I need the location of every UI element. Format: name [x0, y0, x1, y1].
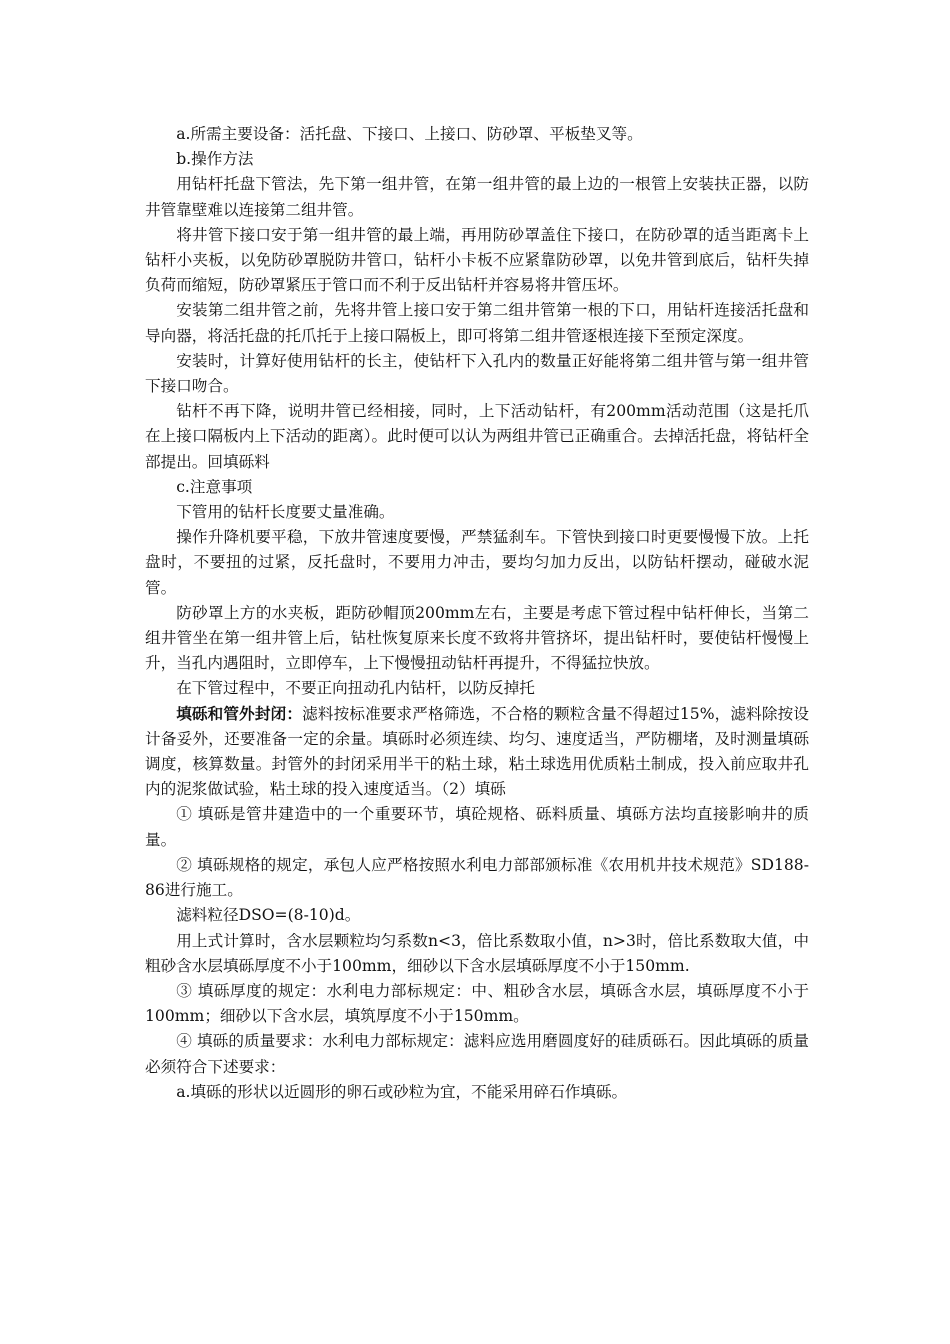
- document-body: [145, 122, 809, 1105]
- paragraph: ③ 填砾厚度的规定：水利电力部标规定：中、粗砂含水层，填砾含水层，填砾厚度不小于100mm；细砂以下含水层，填筑厚度不小于150mm。: [145, 981, 809, 1026]
- paragraph: ④ 填砾的质量要求：水利电力部标规定：滤料应选用磨圆度好的硅质砾石。因此填砾的质量必须符合下述要求：: [145, 1032, 809, 1076]
- paragraph-equipment: a.所需主要设备：活托盘、下接口、上接口、防砂罩、平板垫叉等。: [176, 125, 643, 143]
- paragraph: ② 填砾规格的规定，承包人应严格按照水利电力部部颁标准《农用机井技术规范》SD188-86进行施工。: [145, 855, 809, 900]
- heading-precautions: c.注意事项: [176, 477, 253, 496]
- paragraph: 操作升降机要平稳，下放井管速度要慢，严禁猛刹车。下管快到接口时更要慢慢下放。上托盘时，不要扭的过紧，反托盘时，不要用力冲击，要均匀加力反出，以防钻杆摆动，碰破水泥管。: [145, 528, 809, 597]
- paragraph: ① 填砾是管井建造中的一个重要环节，填砼规格、砾料质量、填砾方法均直接影响井的质量。: [145, 805, 809, 849]
- paragraph: 安装时，计算好使用钻杆的长主，使钻杆下入孔内的数量正好能将第二组井管与第一组井管下接口吻合。: [145, 351, 809, 396]
- paragraph: 安装第二组井管之前，先将井管上接口安于第二组井管第一根的下口，用钻杆连接活托盘和导向器，将活托盘的托爪托于上接口隔板上，即可将第二组井管逐根连接下至预定深度。: [145, 301, 809, 345]
- paragraph-formula: 滤料粒径DSO=(8-10)d。: [176, 906, 361, 925]
- bold-lead-in: 填砾和管外封闭：: [176, 704, 303, 723]
- heading-operation-method: b.操作方法: [176, 150, 254, 169]
- paragraph: 防砂罩上方的水夹板，距防砂帽顶200mm左右，主要是考虑下管过程中钻杆伸长，当第二组井管坐在第一组井管上后，钻杜恢复原来长度不致将井管挤坏，提出钻杆时，要使钻杆慢慢上升，当孔内遇阻时，立即停车，上下慢慢扭动钻杆再提升，不得猛拉快放。: [145, 603, 809, 673]
- paragraph: 下管用的钻杆长度要丈量准确。: [176, 503, 395, 522]
- paragraph: a.填砾的形状以近圆形的卵石或砂粒为宜，不能采用碎石作填砾。: [176, 1082, 628, 1101]
- paragraph: 用钻杆托盘下管法，先下第一组井管，在第一组井管的最上边的一根管上安装扶正器，以防井管靠壁难以连接第二组井管。: [145, 175, 809, 219]
- paragraph: 钻杆不再下降，说明井管已经相接，同时，上下活动钻杆，有200mm活动范围（这是托爪在上接口隔板内上下活动的距离）。此时便可以认为两组井管已正确重合。去掉活托盘，将钻杆全部提出。回填砾料: [145, 402, 809, 471]
- paragraph-gravel-filling: [145, 702, 809, 803]
- paragraph-text: 滤料按标准要求严格筛选，不合格的颗粒含量不得超过15%，滤料除按设计备妥外，还要准备一定的余量。填砾时必须连续、均匀、速度适当，严防棚堵，及时测量填砾调度，核算数量。封管外的封闭采用半干的粘土球，粘土球选用优质粘土制成，投入前应取井孔内的泥浆做试验，粘土球的投入速度适当。（2）填砾: [145, 704, 809, 799]
- paragraph: 用上式计算时，含水层颗粒均匀系数n<3，倍比系数取小值，n>3时，倍比系数取大值，中粗砂含水层填砾厚度不小于100mm，细砂以下含水层填砾厚度不小于150mm.: [145, 931, 809, 975]
- paragraph: 将井管下接口安于第一组井管的最上端，再用防砂罩盖住下接口，在防砂罩的适当距离卡上钻杆小夹板，以免防砂罩脱防井管口，钻杆小卡板不应紧靠防砂罩，以免井管到底后，钻杆失掉负荷而缩短，防砂罩紧压于管口而不利于反出钻杆并容易将井管压坏。: [145, 225, 809, 295]
- paragraph: 在下管过程中，不要正向扭动孔内钻杆，以防反掉托: [176, 679, 535, 698]
